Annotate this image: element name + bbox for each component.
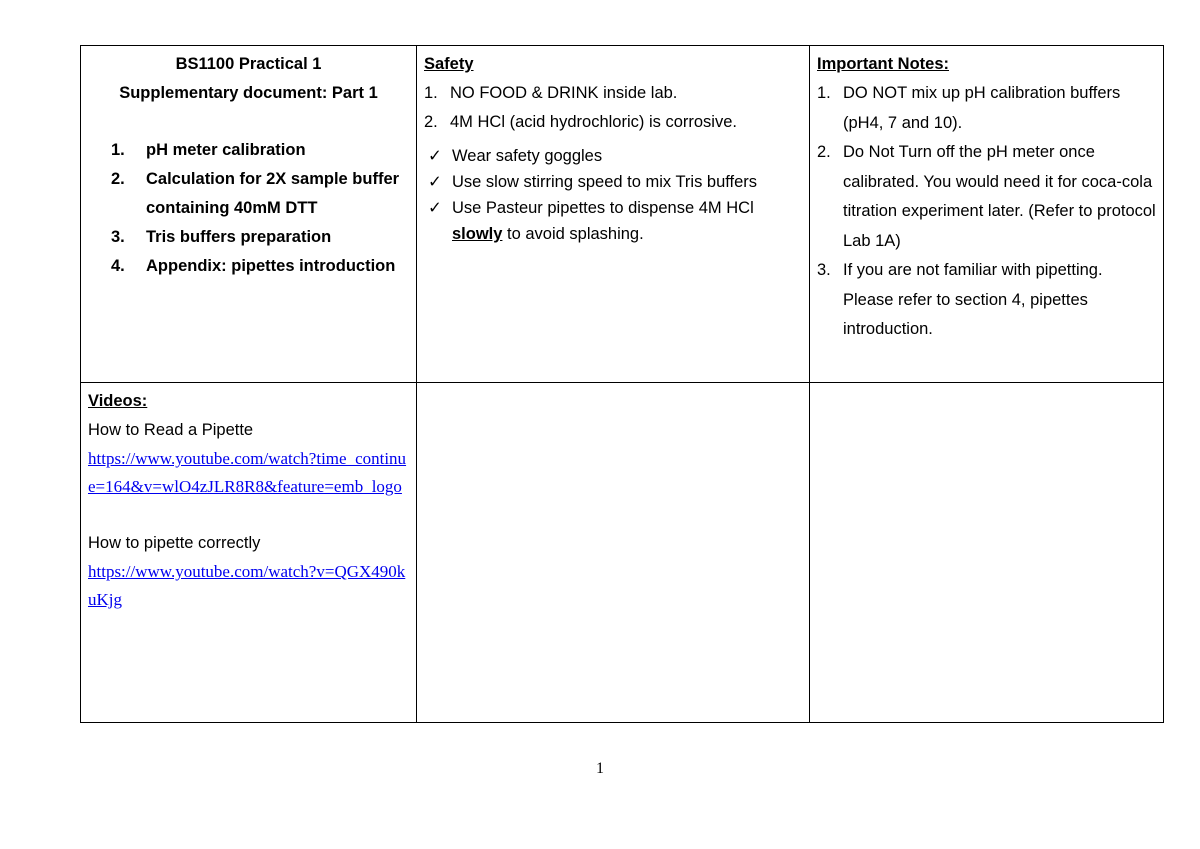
empty-cell [417,383,810,723]
safety-checklist [424,143,802,247]
safety-cell [417,46,810,383]
notes-heading: Important Notes: [817,55,949,73]
video-title: How to Read a Pipette [88,421,254,440]
list-item: 1. NO FOOD & DRINK inside lab. [424,84,678,102]
list-item: 3. Tris buffers preparation [111,228,332,246]
videos-heading: Videos: [88,392,148,411]
check-icon: ✓ [428,173,442,191]
contents-list [88,136,409,281]
notes-list [817,79,1156,345]
list-item: 2. Calculation for 2X sample buffer containing 40mM DTT [111,170,400,217]
list-item: ✓ Use slow stirring speed to mix Tris buffers [424,169,802,195]
safety-heading: Safety [424,55,474,73]
list-item: 1. DO NOT mix up pH calibration buffers (pH4, 7 and 10). [817,84,1121,132]
table-row [81,46,1164,383]
notes-cell [810,46,1164,383]
check-icon: ✓ [428,147,442,165]
video-title: How to pipette correctly [88,534,261,553]
content-table [80,45,1164,723]
table-row [81,383,1164,723]
page-number: 1 [596,760,604,777]
doc-subtitle: Supplementary document: Part 1 [119,84,378,102]
video-link[interactable]: https://www.youtube.com/watch?time_continue=164&v=wlO4zJLR8R8&feature=emb_logo [88,449,407,497]
video-link[interactable]: https://www.youtube.com/watch?v=QGX490kuKjg [88,562,406,610]
list-item: 3. If you are not familiar with pipetting. Please refer to section 4, pipettes introduction. [817,261,1103,338]
emphasis-slowly: slowly [452,225,503,243]
list-item: 4. Appendix: pipettes introduction [111,257,396,275]
list-item: 2. 4M HCl (acid hydrochloric) is corrosive. [424,113,737,131]
empty-cell [810,383,1164,723]
safety-list [424,79,802,137]
list-item: ✓ Wear safety goggles [424,143,802,169]
videos-cell [81,383,417,723]
list-item: ✓ Use Pasteur pipettes to dispense 4M HCl slowly to avoid splashing. [424,195,802,247]
spacer [88,501,409,529]
list-item: 1. pH meter calibration [111,141,306,159]
doc-title: BS1100 Practical 1 [175,55,322,73]
check-icon: ✓ [428,199,442,217]
title-cell [81,46,417,383]
list-item: 2. Do Not Turn off the pH meter once calibrated. You would need it for coca-cola titration experiment later. (Refer to protocol Lab 1A) [817,143,1156,250]
